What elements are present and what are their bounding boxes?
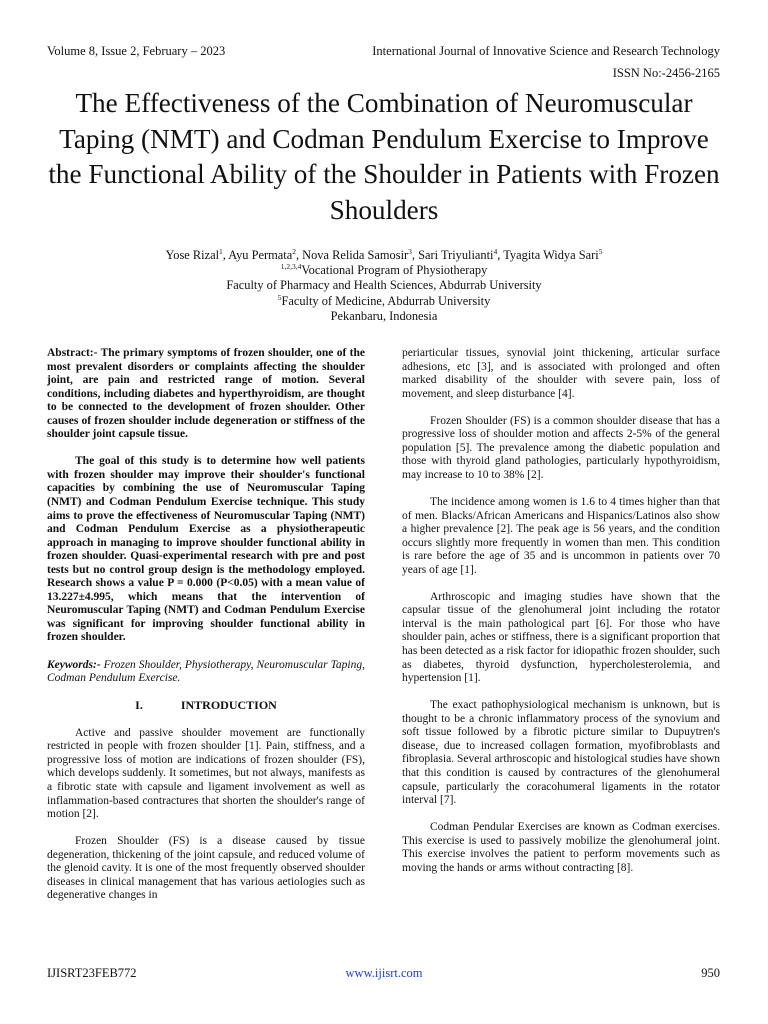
author-name: Nova Relida Samosir [302, 248, 409, 262]
section-heading [47, 699, 365, 713]
author-sep: , [497, 248, 504, 262]
author-sep: , [222, 248, 229, 262]
section-number: I. [135, 698, 143, 713]
author-block [90, 248, 678, 324]
paper-title: The Effectiveness of the Combination of Neuromuscular Taping (NMT) and Codman Pendulum Exercise to Improve the Functional Ability of the Shoulder in Patients with Frozen Shoulders [48, 88, 720, 225]
footer-code: IJISRT23FEB772 [47, 966, 137, 980]
author-name: Ayu Permata [228, 248, 293, 262]
footer-page-number: 950 [701, 966, 720, 980]
body-paragraph: The incidence among women is 1.6 to 4 times higher than that of men. Blacks/African Americans and Hispanics/Latinos also show a higher prevalence [2]. The peak age is 56 years, and the condition occurs slightly more frequently in women than men. This condition is rare before the age of 35 and is uncommon in patients over 70 years of age [1]. [402, 496, 720, 576]
author-sup: 3 [408, 246, 412, 256]
keywords-label: Keywords:- [47, 658, 101, 671]
author-sup: 1 [219, 246, 223, 256]
section-title: INTRODUCTION [180, 698, 277, 713]
left-column [47, 347, 365, 916]
affiliation-sup: 5 [277, 292, 282, 302]
affiliation-1 [90, 263, 678, 278]
body-paragraph: Arthroscopic and imaging studies have shown that the capsular tissue of the glenohumeral joint including the rotator interval is the main pathological part [6]. For those who have shoulder pain, aches or stiffness, there is a significant proportion that has been detected as a risk factor for idiopathic frozen shoulder, such as diabetes, thyroid dysfunction, hypercholesterolemia, and hypertension [1]. [402, 590, 720, 685]
author-sup: 4 [493, 246, 498, 256]
body-paragraph: The exact pathophysiological mechanism is unknown, but is thought to be a chronic inflammatory process of the synovium and soft tissue followed by a fibrotic picture similar to Dupuytren's disease, due to increased collagen formation, myofibroblasts and fibroplasia. Several arthroscopic and histological studies have shown that this condition is caused by contractures of the glenohumeral capsule, particularly the coracohumeral ligaments in the rotator interval [7]. [402, 699, 720, 807]
header-journal: International Journal of Innovative Science and Research Technology [372, 44, 720, 58]
author-name: Tyagita Widya Sari [503, 248, 599, 262]
body-paragraph: Frozen Shoulder (FS) is a common shoulder disease that has a progressive loss of shoulder motion and affects 2-5% of the general population [5]. The prevalence among the diabetic population and those with thyroid gland pathologies, particularly hypothyroidism, may increase to 10 to 38% [2]. [402, 414, 720, 481]
author-name: Yose Rizal [165, 248, 220, 262]
affiliation-text: Faculty of Medicine, Abdurrab University [281, 293, 491, 308]
affiliation-2: Faculty of Pharmacy and Health Sciences, Abdurrab University [226, 278, 542, 293]
header-volume: Volume 8, Issue 2, February – 2023 [47, 44, 226, 58]
author-sep: , [295, 248, 303, 262]
body-paragraph: Frozen Shoulder (FS) is a disease caused by tissue degeneration, thickening of the joint capsule, and reduced volume of the glenoid cavity. It is one of the most frequently observed shoulder diseases in clinical management that has various aetiologies such as degenerative changes in [47, 835, 365, 902]
body-paragraph: Codman Pendular Exercises are known as Codman exercises. This exercise is used to passively mobilize the glenohumeral joint. This exercise involves the patient to perform movements such as moving the hands or arms without contracting [8]. [402, 821, 720, 874]
author-names [90, 248, 678, 263]
header-issn: ISSN No:-2456-2165 [612, 66, 720, 80]
abstract-paragraph: Abstract:- The primary symptoms of frozen shoulder, one of the most prevalent disorders or complaints affecting the shoulder joint, are pain and restricted range of motion. Several conditions, including diabetes and hyperthyroidism, are thought to be connected to the development of frozen shoulder. Other causes of frozen shoulder include degeneration or stiffness of the shoulder joint capsule tissue. [47, 347, 365, 441]
body-paragraph: periarticular tissues, synovial joint thickening, articular surface adhesions, etc [3], and is associated with prolonged and often marked disability of the shoulder with severe pain, loss of movement, and sleep disturbance [4]. [402, 347, 720, 400]
author-sup: 5 [598, 246, 603, 256]
keywords [47, 659, 365, 686]
affiliation-3 [90, 294, 678, 309]
author-sup: 2 [292, 246, 296, 256]
body-paragraph: Active and passive shoulder movement are functionally restricted in people with frozen shoulder [1]. Pain, stiffness, and a progressive loss of motion are indications of frozen shoulder (FS), which develops suddenly. It sometimes, but not always, manifests as a fibrotic state with capsule and ligament involvement as well as inflammation-based contractures that shorten the shoulder's range of motion [2]. [47, 726, 365, 821]
right-column [402, 347, 720, 889]
affiliation-sup: 1,2,3,4 [280, 262, 302, 272]
affiliation-text: Vocational Program of Physiotherapy [301, 263, 488, 278]
abstract-paragraph: The goal of this study is to determine how well patients with frozen shoulder may improve their shoulder's functional capacities by combining the use of Neuromuscular Taping (NMT) and Codman Pendulum Exercise technique. This study aims to prove the effectiveness of Neuromuscular Taping (NMT) and Codman Pendulum Exercise as a physiotherapeutic approach in managing to improve shoulder functional ability in frozen shoulder. Quasi-experimental research with pre and post tests but no control group design is the methodology employed. Research shows a value P = 0.000 (P<0.05) with a mean value of 13.227±4.995, which means that the intervention of Neuromuscular Taping (NMT) and Codman Pendulum Exercise was significant for improving shoulder functional ability in frozen shoulder. [47, 455, 365, 644]
footer-website-link[interactable]: www.ijisrt.com [345, 966, 423, 980]
keywords-text: Frozen Shoulder, Physiotherapy, Neuromuscular Taping, Codman Pendulum Exercise. [47, 658, 365, 685]
author-sep: , [411, 248, 419, 262]
affiliation-4: Pekanbaru, Indonesia [330, 308, 438, 323]
author-name: Sari Triyulianti [418, 248, 494, 262]
